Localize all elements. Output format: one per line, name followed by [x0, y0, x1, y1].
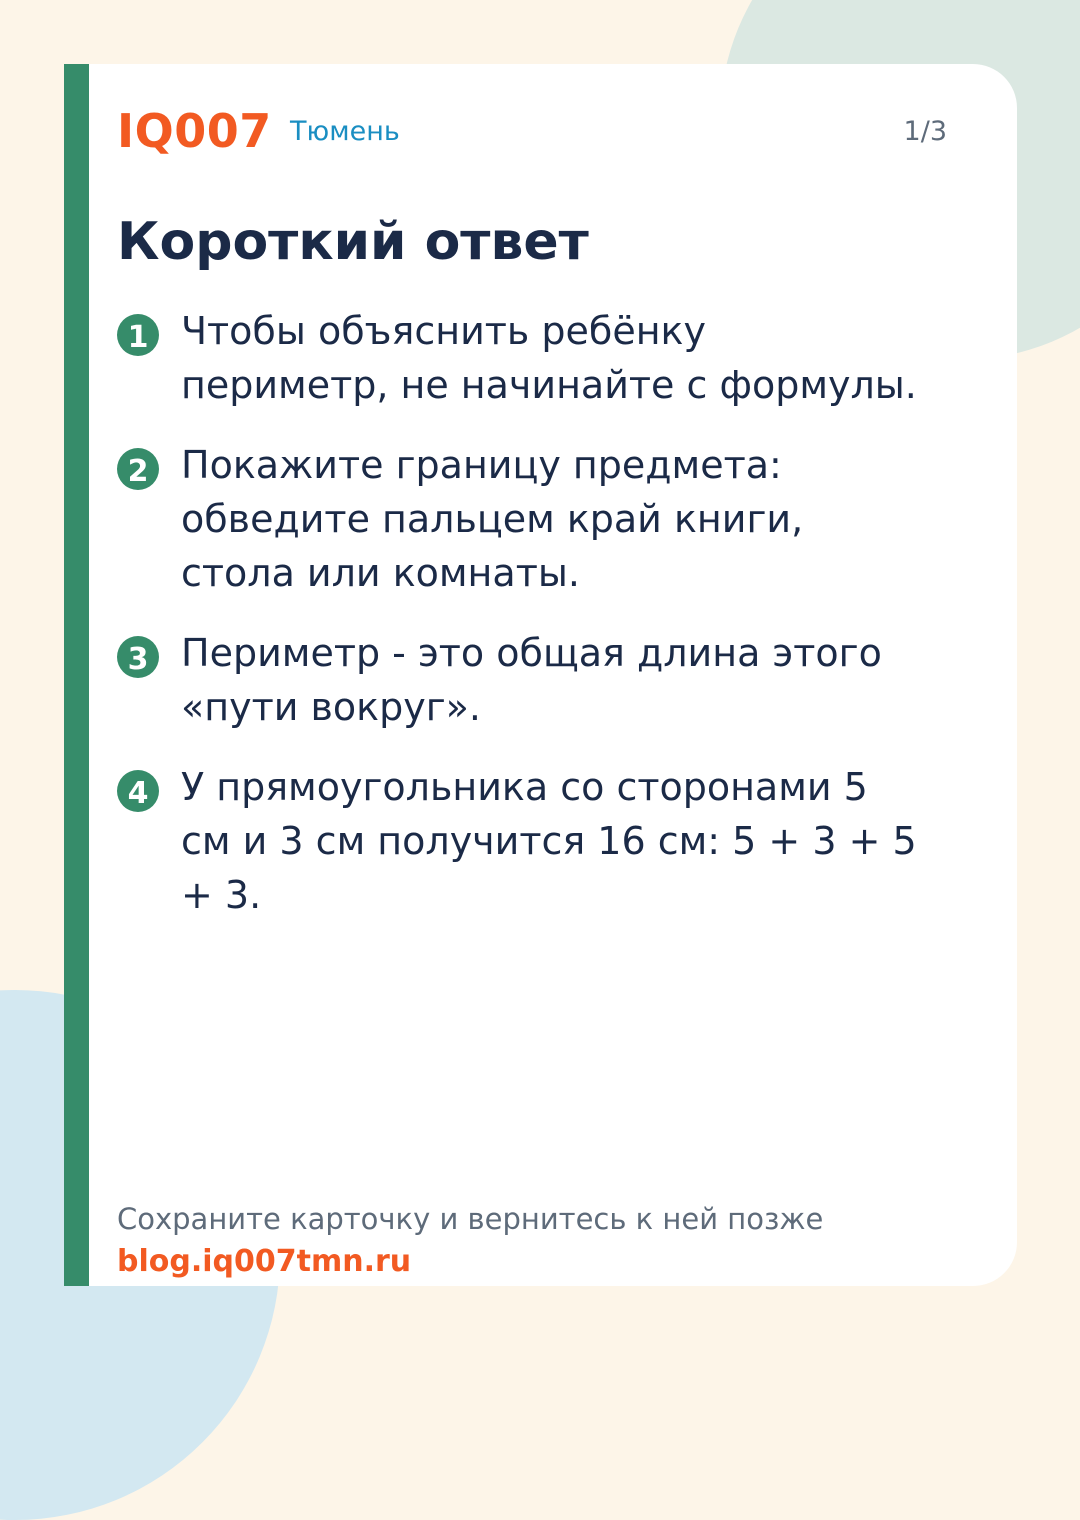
- list-item: [117, 760, 997, 922]
- info-card: [64, 64, 1017, 1286]
- page-title: Короткий ответ: [117, 212, 589, 272]
- footer-note: Сохраните карточку и вернитесь к ней позже: [117, 1202, 824, 1236]
- list-item: [117, 304, 997, 412]
- list-item: [117, 626, 997, 734]
- number-badge: 4: [117, 770, 159, 812]
- accent-bar: [64, 64, 89, 1286]
- list-item-text: Периметр - это общая длина этого «пути вокруг».: [181, 631, 882, 729]
- page-counter: 1/3: [903, 116, 947, 147]
- number-badge: 2: [117, 448, 159, 490]
- list-item-text: Покажите границу предмета: обведите пальцем край книги, стола или комнаты.: [181, 443, 804, 595]
- list-item: [117, 438, 997, 600]
- answer-list: [117, 304, 997, 948]
- city-label: Тюмень: [290, 116, 400, 147]
- list-item-text: У прямоугольника со сторонами 5 см и 3 см получится 16 см: 5 + 3 + 5 + 3.: [181, 765, 917, 917]
- blog-link[interactable]: blog.iq007tmn.ru: [117, 1244, 412, 1279]
- brand-logo: IQ007: [117, 104, 272, 158]
- number-badge: 3: [117, 636, 159, 678]
- number-badge: 1: [117, 314, 159, 356]
- list-item-text: Чтобы объяснить ребёнку периметр, не начинайте с формулы.: [181, 309, 917, 407]
